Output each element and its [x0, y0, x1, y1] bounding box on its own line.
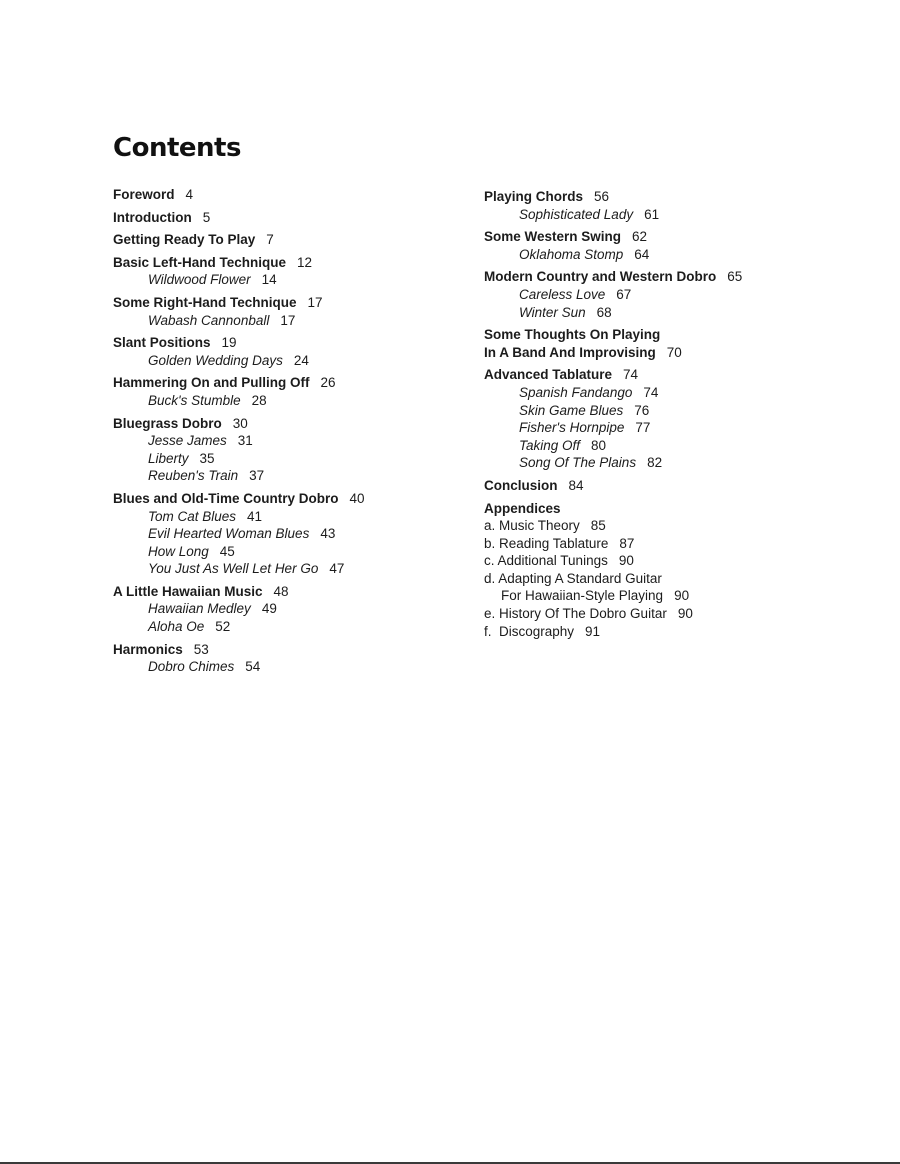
chapter-title: Some Western Swing: [484, 229, 622, 245]
page-number: 91: [585, 623, 601, 639]
toc-entry: [113, 583, 453, 636]
page-number: 43: [320, 526, 336, 542]
chapter-title: Conclusion: [484, 477, 558, 493]
page-number: 90: [677, 606, 693, 622]
toc-entry: [113, 254, 453, 289]
chapter-title: In A Band And Improvising: [484, 344, 656, 360]
page-number: 74: [643, 384, 659, 400]
song-line: [484, 304, 844, 322]
song-title: Tom Cat Blues: [148, 508, 237, 524]
page-number: 49: [261, 601, 277, 617]
song-line: [113, 467, 453, 485]
chapter-line: [484, 477, 844, 495]
toc-entry: [484, 326, 844, 361]
song-title: Spanish Fandango: [519, 384, 633, 400]
chapter-line: [484, 268, 844, 286]
appendix-line: [484, 535, 844, 553]
chapter-line: [113, 294, 453, 312]
appendix-title: For Hawaiian-Style Playing: [501, 588, 664, 604]
chapter-title: Bluegrass Dobro: [113, 415, 222, 431]
song-title: Sophisticated Lady: [519, 206, 634, 222]
chapter-line: [113, 641, 453, 659]
page-number: 53: [193, 641, 209, 657]
appendix-line: [484, 587, 844, 605]
appendix-title: b. Reading Tablature: [484, 535, 609, 551]
song-line: [484, 286, 844, 304]
page-number: 40: [349, 490, 365, 506]
page-number: 76: [634, 402, 650, 418]
chapter-title: Basic Left-Hand Technique: [113, 254, 287, 270]
chapter-line: [113, 583, 453, 601]
appendix-line: [484, 570, 844, 588]
song-title: Jesse James: [148, 433, 227, 449]
page-number: 31: [237, 433, 253, 449]
page-number: 45: [219, 543, 235, 559]
song-line: [113, 312, 453, 330]
song-title: Buck's Stumble: [148, 392, 241, 408]
chapter-title: Advanced Tablature: [484, 367, 613, 383]
song-title: Oklahoma Stomp: [519, 246, 624, 262]
song-title: How Long: [148, 543, 209, 559]
page-number: 90: [674, 588, 690, 604]
appendix-title: e. History Of The Dobro Guitar: [484, 606, 667, 622]
song-title: Golden Wedding Days: [148, 352, 283, 368]
chapter-title: Harmonics: [113, 641, 183, 657]
song-line: [113, 432, 453, 450]
toc-entry: [113, 231, 453, 249]
song-title: Liberty: [148, 450, 189, 466]
appendix-line: [484, 552, 844, 570]
song-line: [113, 600, 453, 618]
page-number: 52: [215, 619, 231, 635]
toc-entry: [113, 334, 453, 369]
toc-entry: [113, 186, 453, 204]
page-number: 14: [261, 272, 277, 288]
page-number: 4: [185, 187, 194, 202]
song-line: [113, 525, 453, 543]
page-number: 61: [644, 206, 660, 222]
song-title: Evil Hearted Woman Blues: [148, 526, 310, 542]
page-title: Contents: [113, 133, 241, 163]
toc-entry: [484, 268, 844, 321]
page-number: 48: [273, 583, 289, 599]
toc-entry: [484, 188, 844, 223]
chapter-title: Foreword: [113, 187, 175, 202]
chapter-title: Blues and Old-Time Country Dobro: [113, 490, 339, 506]
page-number: 80: [591, 437, 607, 453]
page-number: 70: [666, 344, 682, 360]
toc-entry: [113, 490, 453, 578]
song-title: Taking Off: [519, 437, 581, 453]
song-title: Winter Sun: [519, 304, 586, 320]
song-line: [113, 560, 453, 578]
chapter-line: [484, 326, 844, 344]
page-number: 5: [202, 209, 211, 225]
page-number: 41: [247, 508, 263, 524]
song-line: [484, 384, 844, 402]
chapter-line: [484, 366, 844, 384]
page-number: 17: [307, 294, 323, 310]
song-title: Aloha Oe: [148, 619, 205, 635]
page-number: 68: [596, 304, 612, 320]
song-line: [484, 246, 844, 264]
chapter-title: Playing Chords: [484, 189, 584, 204]
chapter-line: [113, 254, 453, 272]
song-line: [484, 437, 844, 455]
chapter-line: [113, 334, 453, 352]
chapter-line: [113, 374, 453, 392]
chapter-title: Modern Country and Western Dobro: [484, 269, 717, 285]
song-title: Hawaiian Medley: [148, 601, 251, 617]
appendix-line: [484, 605, 844, 623]
appendix-line: [484, 517, 844, 535]
page-number: 64: [634, 246, 650, 262]
page-number: 7: [266, 232, 274, 248]
toc-entry: [113, 641, 453, 676]
song-title: Careless Love: [519, 286, 606, 302]
page-number: 24: [293, 352, 309, 368]
chapter-title: Some Right-Hand Technique: [113, 294, 297, 310]
appendix-title: a. Music Theory: [484, 518, 580, 534]
toc-entry: [113, 209, 453, 227]
chapter-line: [113, 186, 453, 204]
song-line: [113, 543, 453, 561]
toc-left-column: [113, 186, 453, 681]
song-line: [484, 454, 844, 472]
page-number: 30: [232, 415, 248, 431]
toc-entry: [484, 366, 844, 472]
page-number: 35: [199, 450, 215, 466]
page-number: 65: [727, 269, 743, 285]
chapter-title: Slant Positions: [113, 335, 211, 351]
appendix-title: f. Discography: [484, 623, 575, 639]
appendix-title: d. Adapting A Standard Guitar: [484, 570, 662, 586]
chapter-line: [113, 209, 453, 227]
page-number: 90: [618, 553, 634, 569]
song-title: Wildwood Flower: [148, 272, 251, 288]
page-number: 77: [635, 420, 651, 436]
page-number: 87: [619, 535, 635, 551]
song-title: Song Of The Plains: [519, 455, 637, 471]
chapter-title: Introduction: [113, 209, 192, 225]
song-title: You Just As Well Let Her Go: [148, 561, 319, 577]
toc-entry: [113, 415, 453, 485]
chapter-title: Hammering On and Pulling Off: [113, 375, 310, 391]
page-number: 47: [329, 561, 345, 577]
page-number: 37: [249, 468, 265, 484]
song-line: [113, 352, 453, 370]
chapter-line: [484, 188, 844, 206]
page-number: 54: [245, 659, 261, 675]
chapter-line: [113, 231, 453, 249]
appendix-line: [484, 623, 844, 641]
page-number: 84: [568, 477, 584, 493]
song-title: Skin Game Blues: [519, 402, 624, 418]
page-number: 62: [632, 229, 648, 245]
appendix-title: c. Additional Tunings: [484, 553, 608, 569]
page-number: 74: [623, 367, 639, 383]
appendices-heading: Appendices: [484, 500, 561, 516]
chapter-line: [113, 415, 453, 433]
chapter-title: A Little Hawaiian Music: [113, 583, 263, 599]
page-number: 85: [590, 518, 606, 534]
page-number: 26: [320, 375, 336, 391]
song-line: [113, 450, 453, 468]
chapter-line: [484, 228, 844, 246]
toc-entry: [113, 294, 453, 329]
chapter-title: Some Thoughts On Playing: [484, 327, 661, 343]
song-line: [113, 392, 453, 410]
page-number: 56: [594, 189, 610, 204]
song-title: Dobro Chimes: [148, 659, 235, 675]
song-line: [113, 271, 453, 289]
song-line: [484, 402, 844, 420]
song-line: [113, 658, 453, 676]
song-line: [113, 508, 453, 526]
page-number: 82: [647, 455, 663, 471]
chapter-title: Getting Ready To Play: [113, 232, 256, 248]
toc-entry: [113, 374, 453, 409]
song-title: Fisher's Hornpipe: [519, 420, 625, 436]
appendices-section: [484, 500, 844, 641]
song-line: [484, 206, 844, 224]
toc-entry: [484, 228, 844, 263]
toc-entry: [484, 477, 844, 495]
page-number: 67: [616, 286, 632, 302]
song-line: [484, 419, 844, 437]
page-number: 28: [251, 392, 267, 408]
song-title: Reuben's Train: [148, 468, 239, 484]
page-number: 19: [221, 335, 237, 351]
chapter-line: [113, 490, 453, 508]
page-number: 17: [280, 312, 296, 328]
chapter-line: [484, 344, 844, 362]
page-number: 12: [297, 254, 313, 270]
song-title: Wabash Cannonball: [148, 312, 270, 328]
toc-right-column: [484, 188, 844, 645]
song-line: [113, 618, 453, 636]
